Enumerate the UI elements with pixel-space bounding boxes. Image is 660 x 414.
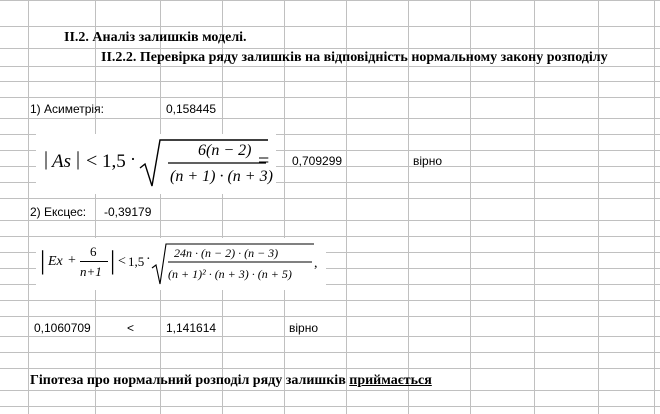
equals-sign: = bbox=[258, 150, 270, 172]
asymmetry-formula bbox=[44, 138, 274, 190]
mult-dot: · bbox=[146, 252, 151, 267]
asymmetry-label: 1) Асиметрія: bbox=[30, 102, 104, 116]
excess-denominator: (n + 1)² · (n + 3) · (n + 5) bbox=[168, 267, 292, 281]
excess-right-value[interactable]: 1,141614 bbox=[166, 321, 217, 335]
mult-dot: · bbox=[130, 149, 136, 169]
conclusion-result: приймається bbox=[349, 373, 432, 388]
excess-verdict[interactable]: вірно bbox=[289, 321, 319, 335]
abs-bar-left: | bbox=[44, 148, 49, 170]
abs-bar-right: | bbox=[110, 246, 116, 275]
abs-bar-left: | bbox=[40, 246, 46, 275]
frac-denominator: n+1 bbox=[80, 264, 102, 279]
asymmetry-denominator: (n + 1) · (n + 3) bbox=[170, 168, 273, 185]
frac-numerator: 6 bbox=[90, 244, 97, 259]
comparison-sign[interactable]: < bbox=[127, 321, 135, 335]
asymmetry-verdict[interactable]: вірно bbox=[413, 154, 443, 168]
asymmetry-numerator: 6(n − 2) bbox=[198, 142, 252, 159]
excess-numerator: 24n · (n − 2) · (n − 3) bbox=[174, 246, 279, 260]
asymmetry-value[interactable]: 0,158445 bbox=[166, 102, 217, 116]
conclusion-text: Гіпотеза про нормальний розподіл ряду залишків bbox=[30, 373, 346, 388]
as-term: As bbox=[52, 151, 71, 172]
trailing-comma: , bbox=[314, 256, 318, 271]
excess-value[interactable]: -0,39179 bbox=[104, 205, 152, 219]
conclusion-row[interactable] bbox=[30, 374, 432, 388]
excess-left-value[interactable]: 0,1060709 bbox=[34, 321, 91, 335]
section-title: II.2. Аналіз залишків моделі. bbox=[64, 30, 247, 45]
excess-formula bbox=[40, 242, 330, 288]
ex-term: Ex bbox=[48, 254, 63, 269]
subsection-title: II.2.2. Перевірка ряду залишків на відповідність нормальному закону розподілу bbox=[101, 50, 608, 65]
excess-coef: 1,5 bbox=[128, 254, 145, 269]
excess-label: 2) Ексцес: bbox=[30, 205, 87, 219]
asymmetry-coef: 1,5 bbox=[102, 151, 126, 172]
fraction-bar bbox=[80, 261, 108, 262]
less-than-sign: < bbox=[86, 150, 98, 172]
less-than-sign: < bbox=[118, 254, 126, 269]
abs-bar-right: | bbox=[76, 148, 81, 170]
asymmetry-critical-value[interactable]: 0,709299 bbox=[292, 154, 343, 168]
plus-sign: + bbox=[68, 253, 76, 268]
